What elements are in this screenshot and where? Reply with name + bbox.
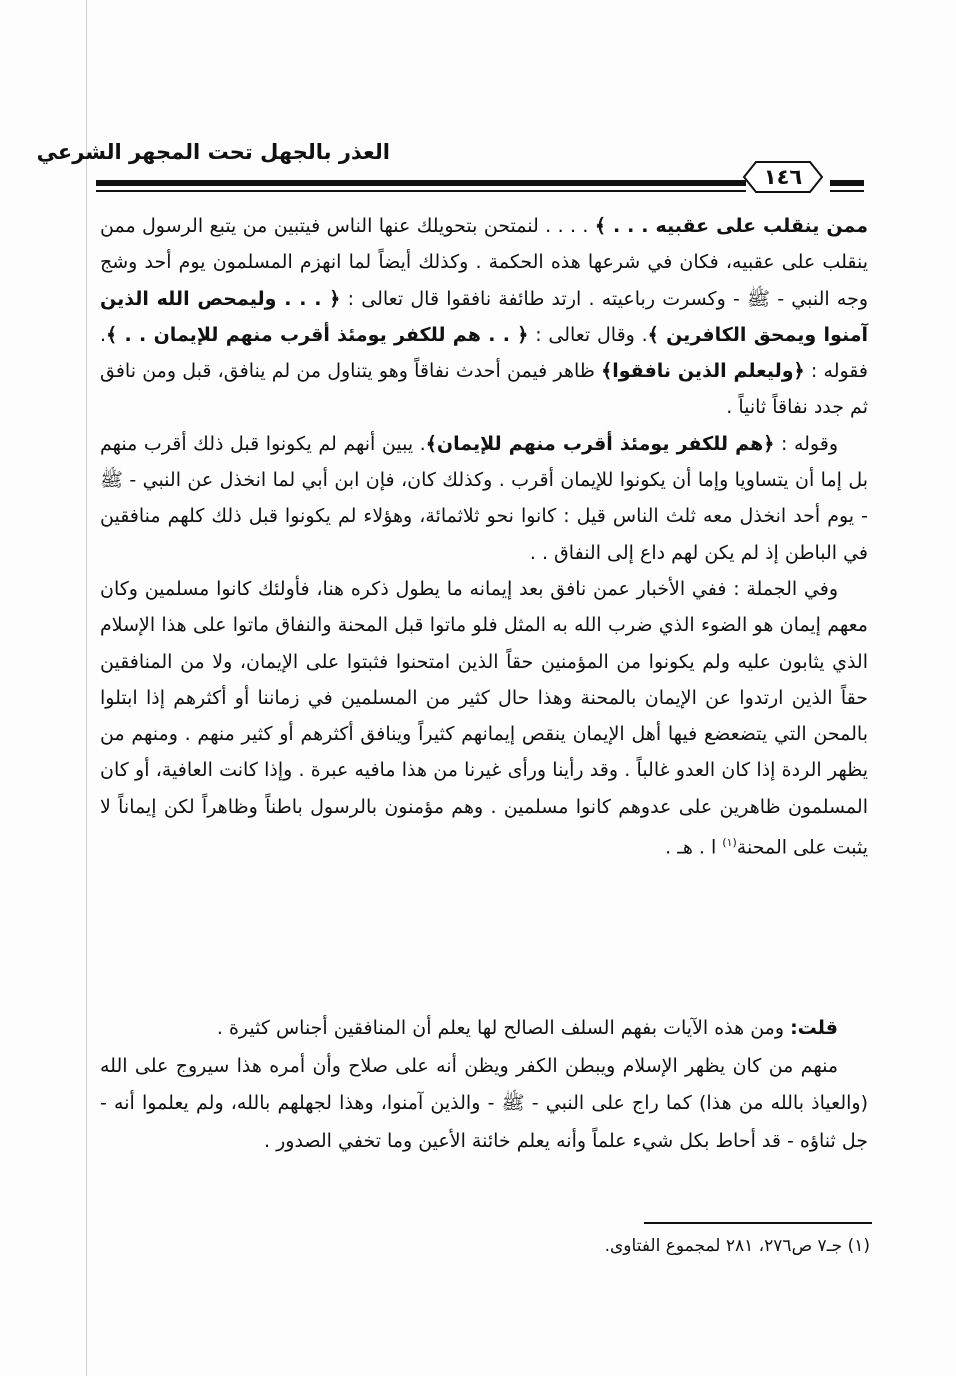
paragraph-text: وفي الجملة : ففي الأخبار عمن نافق بعد إيمانه ما يطول ذكره هنا، فأولئك كانوا مسلمين وكان معهم إيمان هو الضوء الذي ضرب الله به المثل فلو ماتوا قبل المحنة والنفاق ماتوا على هذا الإسلام الذي يثابون عليه ولم يكونوا من المؤمنين حقاً الذين امتحنوا فثبتوا على الإيمان، ولا من المنافقين حقاً الذين ارتدوا عن الإيمان بالمحنة وهذا حال كثير من المسلمين في زماننا أو أكثرهم إذا ابتلوا بالمحن التي يتضعضع فيها أهل الإيمان ينقص إيمانهم كثيراً وينافق أكثرهم أو كثير منهم . ومنهم من يظهر الردة إذا كان العدو غالباً . وقد رأينا ورأى غيرنا من هذا مافيه عبرة . وإذا كانت العافية، أو كان المسلمون ظاهرين على عدوهم كانوا مسلمين . وهم مؤمنون بالرسول باطناً وظاهراً لكن إيماناً لا يثبت على المحنة bbox=[100, 577, 868, 859]
paragraph-text: ظاهر فيمن أحدث نفاقاً وهو يتناول من لم ينافق، قبل ومن نافق ثم جدد نفاقاً ثانياً . bbox=[100, 360, 868, 419]
paragraph-text: وقوله : bbox=[780, 432, 838, 455]
paragraph-1 bbox=[100, 208, 868, 426]
page-edge-line bbox=[86, 0, 87, 1376]
footnote-rule bbox=[644, 1222, 872, 1224]
paragraph-4 bbox=[100, 1010, 868, 1048]
paragraph-text: ا . هـ . bbox=[665, 836, 717, 859]
page-number: ١٤٦ bbox=[763, 165, 803, 189]
paragraph-text: ومن هذه الآيات بفهم السلف الصالح لها يعلم أن المنافقين أجناس كثيرة . bbox=[216, 1017, 785, 1039]
running-title: العذر بالجهل تحت المجهر الشرعي bbox=[36, 140, 390, 164]
footnote: (١) جـ٧ ص٢٧٦، ٢٨١ لمجموع الفتاوى. bbox=[604, 1236, 870, 1256]
comment-label: قلت: bbox=[790, 1017, 838, 1039]
paragraph-2 bbox=[100, 426, 868, 571]
footnote-ref: (١) bbox=[722, 836, 737, 850]
paragraph-5 bbox=[100, 1048, 868, 1161]
main-text bbox=[100, 208, 868, 866]
quran-quote: ﴿وليعلم الذين نافقوا﴾ bbox=[601, 360, 805, 383]
quote-fragment: ممن ينقلب على عقبيه . . . ﴾ bbox=[594, 215, 868, 237]
quran-quote: ﴿هم للكفر يومئذ أقرب منهم للإيمان﴾ bbox=[425, 432, 775, 455]
paragraph-text: . يبين أنهم لم يكونوا قبل ذلك أقرب منهم بل إما أن يتساويا وإما أن يكونوا للإيمان أقرب . وكذلك كان، فإن ابن أبي لما انخذل عن النبي - ﷺ - يوم أحد انخذل معه ثلث الناس قيل : كانوا نحو ثلاثمائة، وهؤلاء لم يكونوا قبل ذلك كلهم منافقين في الباطن إذ لم يكن لهم داع إلى النفاق . . bbox=[100, 432, 868, 564]
header-rule-right-thin bbox=[830, 190, 864, 192]
header-rule-right-thick bbox=[830, 180, 864, 186]
paragraph-text: . . . . لنمتحن بتحويلك عنها الناس فيتبين من يتبع الرسول ممن ينقلب على عقبيه، فكان في شرعها هذه الحكمة . وكذلك أيضاً لما انهزم المسلمون يوم أحد وشج وجه النبي - ﷺ - وكسرت رباعيته . ارتد طائفة نافقوا قال تعالى : bbox=[100, 215, 868, 310]
paragraph-3 bbox=[100, 571, 868, 866]
header-rule-thick bbox=[96, 180, 746, 186]
header-rule-thin bbox=[96, 190, 746, 192]
commentary-text bbox=[100, 1010, 868, 1160]
paragraph-text: منهم من كان يظهر الإسلام ويبطن الكفر ويظن أنه على صلاح وأن أمره هذا سيروج على الله (والعياذ بالله من هذا) كما راج على النبي - ﷺ - والذين آمنوا، وهذا لجهلهم بالله، ولم يعلموا أنه - جل ثناؤه - قد أحاط بكل شيء علماً وأنه يعلم خائنة الأعين وما تخفي الصدور . bbox=[100, 1054, 868, 1152]
quran-quote: ﴿ . . . وليمحص الله الذين آمنوا ويمحق الكافرين ﴾ bbox=[100, 287, 869, 346]
paragraph-text: . فقوله : bbox=[100, 323, 868, 383]
paragraph-text: . وقال تعالى : bbox=[535, 323, 648, 346]
quran-quote: ﴿ . . هم للكفر يومئذ أقرب منهم للإيمان . . ﴾ bbox=[106, 323, 529, 346]
